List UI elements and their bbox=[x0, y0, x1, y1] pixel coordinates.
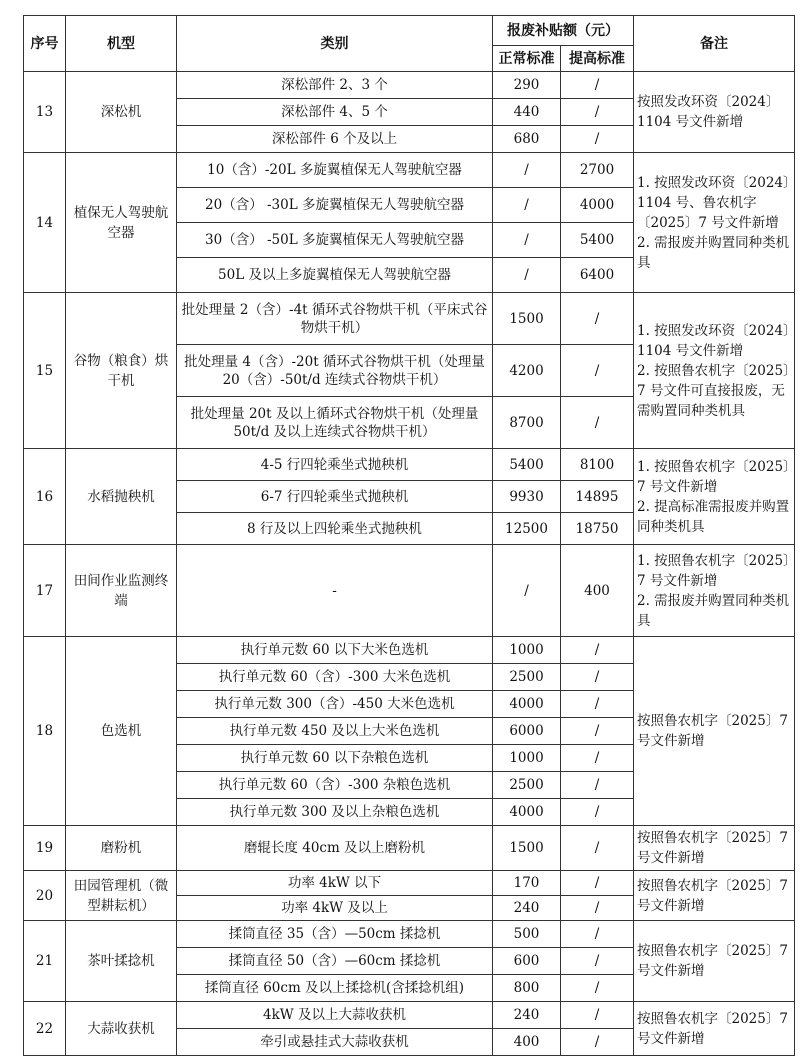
header-no: 序号 bbox=[24, 16, 66, 72]
raised-subsidy: 4000 bbox=[561, 188, 634, 223]
table-body bbox=[24, 72, 795, 1056]
category-cell: 牵引或悬挂式大蒜收获机 bbox=[177, 1029, 493, 1056]
normal-subsidy: / bbox=[493, 188, 561, 223]
raised-subsidy: / bbox=[561, 664, 634, 691]
category-cell: 批处理量 4（含）-20t 循环式谷物烘干机（处理量 20（含）-50t/d 连续式谷物烘干机） bbox=[177, 345, 493, 397]
category-cell: 深松部件 2、3 个 bbox=[177, 72, 493, 99]
raised-subsidy: / bbox=[561, 921, 634, 948]
category-cell: 10（含）-20L 多旋翼植保无人驾驶航空器 bbox=[177, 153, 493, 188]
category-cell: 执行单元数 60（含）-300 杂粮色选机 bbox=[177, 772, 493, 799]
row-number: 17 bbox=[24, 545, 66, 637]
category-cell: 执行单元数 60（含）-300 大米色选机 bbox=[177, 664, 493, 691]
table-row bbox=[24, 637, 795, 664]
category-cell: 功率 4kW 及以上 bbox=[177, 896, 493, 921]
normal-subsidy: 600 bbox=[493, 948, 561, 975]
raised-subsidy: / bbox=[561, 99, 634, 126]
header-subsidy: 报废补贴额（元） bbox=[493, 16, 634, 46]
raised-subsidy: / bbox=[561, 799, 634, 826]
row-number: 20 bbox=[24, 871, 66, 921]
row-number: 18 bbox=[24, 637, 66, 826]
category-cell: 深松部件 4、5 个 bbox=[177, 99, 493, 126]
remark-cell: 1. 按照发改环资〔2024〕1104 号、鲁农机字〔2025〕7 号文件新增 2. 需报废并购置同种类机具 bbox=[634, 153, 795, 293]
normal-subsidy: / bbox=[493, 545, 561, 637]
normal-subsidy: 5400 bbox=[493, 449, 561, 481]
row-number: 22 bbox=[24, 1002, 66, 1056]
model-name: 大蒜收获机 bbox=[66, 1002, 177, 1056]
remark-cell: 1. 按照鲁农机字〔2025〕7 号文件新增 2. 提高标准需报废并购置同种类机具 bbox=[634, 449, 795, 545]
table-row bbox=[24, 921, 795, 948]
remark-cell: 按照鲁农机字〔2025〕7 号文件新增 bbox=[634, 826, 795, 871]
raised-subsidy: / bbox=[561, 718, 634, 745]
raised-subsidy: 2700 bbox=[561, 153, 634, 188]
normal-subsidy: 680 bbox=[493, 126, 561, 153]
normal-subsidy: 500 bbox=[493, 921, 561, 948]
raised-subsidy: / bbox=[561, 126, 634, 153]
normal-subsidy: 4200 bbox=[493, 345, 561, 397]
raised-subsidy: / bbox=[561, 871, 634, 896]
raised-subsidy: / bbox=[561, 896, 634, 921]
raised-subsidy: / bbox=[561, 745, 634, 772]
category-cell: 执行单元数 300 及以上杂粮色选机 bbox=[177, 799, 493, 826]
normal-subsidy: / bbox=[493, 223, 561, 258]
category-cell: 揉筒直径 35（含）—50cm 揉捻机 bbox=[177, 921, 493, 948]
raised-subsidy: 8100 bbox=[561, 449, 634, 481]
raised-subsidy: / bbox=[561, 772, 634, 799]
normal-subsidy: 1000 bbox=[493, 637, 561, 664]
header-category: 类别 bbox=[177, 16, 493, 72]
header-normal: 正常标准 bbox=[493, 46, 561, 72]
category-cell: 执行单元数 450 及以上大米色选机 bbox=[177, 718, 493, 745]
normal-subsidy: 800 bbox=[493, 975, 561, 1002]
normal-subsidy: / bbox=[493, 258, 561, 293]
model-name: 茶叶揉捻机 bbox=[66, 921, 177, 1002]
raised-subsidy: / bbox=[561, 1029, 634, 1056]
raised-subsidy: 400 bbox=[561, 545, 634, 637]
raised-subsidy: / bbox=[561, 345, 634, 397]
table-row bbox=[24, 545, 795, 637]
normal-subsidy: 1000 bbox=[493, 745, 561, 772]
raised-subsidy: 18750 bbox=[561, 513, 634, 545]
category-cell: 功率 4kW 以下 bbox=[177, 871, 493, 896]
raised-subsidy: / bbox=[561, 691, 634, 718]
category-cell: 50L 及以上多旋翼植保无人驾驶航空器 bbox=[177, 258, 493, 293]
normal-subsidy: / bbox=[493, 153, 561, 188]
model-name: 色选机 bbox=[66, 637, 177, 826]
raised-subsidy: / bbox=[561, 1002, 634, 1029]
model-name: 深松机 bbox=[66, 72, 177, 153]
category-cell: 执行单元数 60 以下大米色选机 bbox=[177, 637, 493, 664]
category-cell: 深松部件 6 个及以上 bbox=[177, 126, 493, 153]
raised-subsidy: / bbox=[561, 637, 634, 664]
raised-subsidy: / bbox=[561, 975, 634, 1002]
row-number: 19 bbox=[24, 826, 66, 871]
table-row bbox=[24, 153, 795, 188]
table-row bbox=[24, 826, 795, 871]
model-name: 谷物（粮食）烘干机 bbox=[66, 293, 177, 449]
category-cell: 4-5 行四轮乘坐式抛秧机 bbox=[177, 449, 493, 481]
model-name: 田间作业监测终端 bbox=[66, 545, 177, 637]
category-cell: 揉筒直径 60cm 及以上揉捻机(含揉捻机组) bbox=[177, 975, 493, 1002]
row-number: 14 bbox=[24, 153, 66, 293]
normal-subsidy: 4000 bbox=[493, 691, 561, 718]
category-cell: 揉筒直径 50（含）—60cm 揉捻机 bbox=[177, 948, 493, 975]
table-row bbox=[24, 293, 795, 345]
table-row bbox=[24, 449, 795, 481]
remark-cell: 1. 按照鲁农机字〔2025〕7 号文件新增 2. 需报废并购置同种类机具 bbox=[634, 545, 795, 637]
row-number: 13 bbox=[24, 72, 66, 153]
category-cell: 4kW 及以上大蒜收获机 bbox=[177, 1002, 493, 1029]
category-cell: 8 行及以上四轮乘坐式抛秧机 bbox=[177, 513, 493, 545]
normal-subsidy: 4000 bbox=[493, 799, 561, 826]
category-cell: 6-7 行四轮乘坐式抛秧机 bbox=[177, 481, 493, 513]
model-name: 田园管理机（微型耕耘机） bbox=[66, 871, 177, 921]
normal-subsidy: 12500 bbox=[493, 513, 561, 545]
category-cell: 30（含） -50L 多旋翼植保无人驾驶航空器 bbox=[177, 223, 493, 258]
remark-cell: 按照鲁农机字〔2025〕7 号文件新增 bbox=[634, 637, 795, 826]
remark-cell: 按照发改环资〔2024〕1104 号文件新增 bbox=[634, 72, 795, 153]
header-model: 机型 bbox=[66, 16, 177, 72]
normal-subsidy: 2500 bbox=[493, 664, 561, 691]
raised-subsidy: / bbox=[561, 948, 634, 975]
category-cell: - bbox=[177, 545, 493, 637]
normal-subsidy: 170 bbox=[493, 871, 561, 896]
normal-subsidy: 290 bbox=[493, 72, 561, 99]
table-row bbox=[24, 72, 795, 99]
remark-cell: 按照鲁农机字〔2025〕7 号文件新增 bbox=[634, 921, 795, 1002]
normal-subsidy: 2500 bbox=[493, 772, 561, 799]
category-cell: 执行单元数 300（含）-450 大米色选机 bbox=[177, 691, 493, 718]
normal-subsidy: 400 bbox=[493, 1029, 561, 1056]
row-number: 16 bbox=[24, 449, 66, 545]
raised-subsidy: / bbox=[561, 72, 634, 99]
raised-subsidy: / bbox=[561, 293, 634, 345]
header-raised: 提高标准 bbox=[561, 46, 634, 72]
normal-subsidy: 1500 bbox=[493, 293, 561, 345]
subsidy-table bbox=[23, 15, 795, 1056]
category-cell: 磨辊长度 40cm 及以上磨粉机 bbox=[177, 826, 493, 871]
raised-subsidy: 6400 bbox=[561, 258, 634, 293]
remark-cell: 1. 按照发改环资〔2024〕1104 号文件新增 2. 按照鲁农机字〔2025〕7 号文件可直接报废，无需购置同种类机具 bbox=[634, 293, 795, 449]
table-row bbox=[24, 871, 795, 896]
raised-subsidy: 5400 bbox=[561, 223, 634, 258]
remark-cell: 按照鲁农机字〔2025〕7 号文件新增 bbox=[634, 1002, 795, 1056]
category-cell: 执行单元数 60 以下杂粮色选机 bbox=[177, 745, 493, 772]
header-remark: 备注 bbox=[634, 16, 795, 72]
normal-subsidy: 8700 bbox=[493, 397, 561, 449]
raised-subsidy: / bbox=[561, 826, 634, 871]
model-name: 植保无人驾驶航空器 bbox=[66, 153, 177, 293]
category-cell: 20（含） -30L 多旋翼植保无人驾驶航空器 bbox=[177, 188, 493, 223]
row-number: 21 bbox=[24, 921, 66, 1002]
normal-subsidy: 1500 bbox=[493, 826, 561, 871]
table-row bbox=[24, 1002, 795, 1029]
remark-cell: 按照鲁农机字〔2025〕7 号文件新增 bbox=[634, 871, 795, 921]
normal-subsidy: 9930 bbox=[493, 481, 561, 513]
model-name: 水稻抛秧机 bbox=[66, 449, 177, 545]
normal-subsidy: 440 bbox=[493, 99, 561, 126]
normal-subsidy: 240 bbox=[493, 896, 561, 921]
category-cell: 批处理量 2（含）-4t 循环式谷物烘干机（平床式谷物烘干机） bbox=[177, 293, 493, 345]
row-number: 15 bbox=[24, 293, 66, 449]
normal-subsidy: 6000 bbox=[493, 718, 561, 745]
raised-subsidy: / bbox=[561, 397, 634, 449]
category-cell: 批处理量 20t 及以上循环式谷物烘干机（处理量 50t/d 及以上连续式谷物烘干机） bbox=[177, 397, 493, 449]
model-name: 磨粉机 bbox=[66, 826, 177, 871]
normal-subsidy: 240 bbox=[493, 1002, 561, 1029]
raised-subsidy: 14895 bbox=[561, 481, 634, 513]
